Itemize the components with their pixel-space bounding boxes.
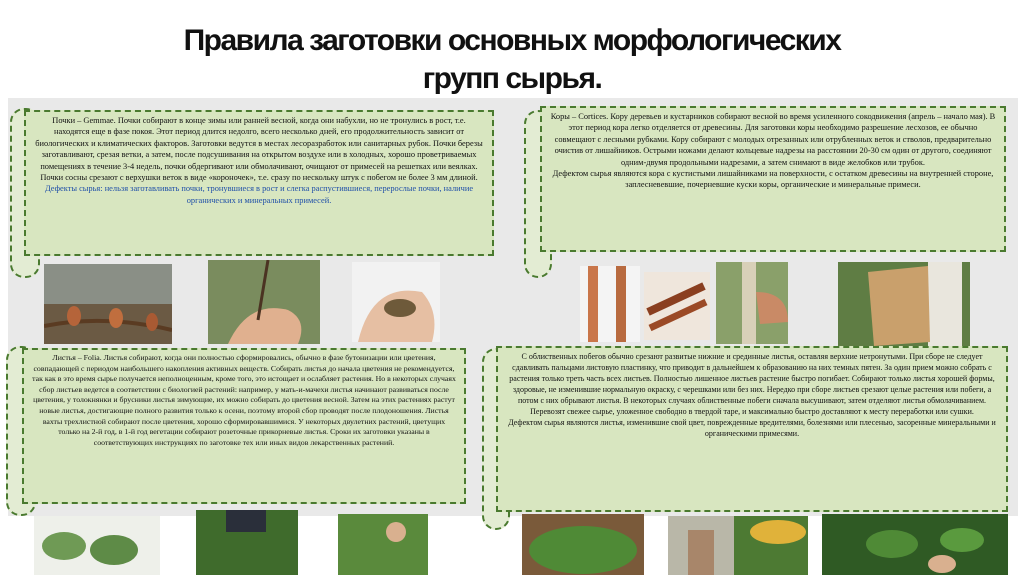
bucket-leaves-photo xyxy=(734,516,808,575)
leaves-photo xyxy=(34,516,160,575)
bark-strips-photo xyxy=(580,266,640,342)
leaves-scroll xyxy=(22,348,466,504)
title-line-2: групп сырья. xyxy=(422,62,602,95)
bark-scroll xyxy=(540,106,1006,252)
hand-leaf-photo xyxy=(822,514,1008,575)
leaves-text: Листья – Folia. Листья собирают, когда они полностью сформировались, обычно в фазе бутонизации или цветения, совпадающей с периодом наибольшего накопления активных веществ. Собирать листья до начала цветения не рекомендуется, так как в это время сырье получается неполноценным, кроме того, это истощает и ослабляет растения. Но в некоторых случаях сбор листьев ведется в соответствии с биологией растений: например, у мать-и-мачехи листья начинают развиваться после цветения, у толокнянки и брусники листья зимующие, их можно собирать до цветения весной. Затем на этих растениях растут новые листья, достигающие полного развития только к осени, поэтому второй сбор проводят после плодоношения. Листья вахты трехлистной собирают после цветения, хорошо сформировавшимися. У некоторых двулетних растений, цветущих только на 2-й год, в 1-й год вегетации собирают розеточные прикорневые листья. Сроки их заготовки указаны в соответствующих инструкциях по заготовке тех или иных видов лекарственных растений. xyxy=(32,353,456,447)
birch-bark-photo xyxy=(838,262,970,346)
picking-leaves-photo xyxy=(196,510,298,575)
harvest-photo xyxy=(338,514,428,575)
hand-bud-photo xyxy=(208,260,320,344)
bark-defects: Дефектом сырья являются кора с кустистыми лишайниками на поверхности, с остатком древесины на внутренней стороне, заплесневевшие, почерневшие куски коры, органические и минеральные примеси. xyxy=(552,169,994,190)
leafy-shoots-text: С облиственных побегов обычно срезают развитые нижние и срединные листья, оставляя верхние нетронутыми. При сборе не следует сдавливать пальцами листовую пластинку, что приводит в дальнейшем к образованию на них темных пятен. За один прием можно собрать с растения только треть часть всех листьев. Полностью лишенное листьев растение быстро погибает. Собирают только листья хорошей формы, здоровые, не изменившие нормальную окраску, с черешками или без них. Нередко при сборе листьев срезают целые растения или побеги, а потом с них обрывают листья. В некоторых случаях облиственные побеги сначала высушивают, затем отделяют листья обмолачиванием. Перевозят свежее сырье, уложенное свободно в твердой таре, и максимально быстро доставляют к месту переработки или сушки. xyxy=(509,352,995,416)
buds-defects: Дефекты сырья: нельзя заготавливать почки, тронувшиеся в рост и слегка распустившиеся, перерослые почки, наличие органических и минеральных примесей. xyxy=(44,184,474,205)
buds-scroll xyxy=(24,110,494,256)
bark-knife-photo xyxy=(716,262,788,344)
leafy-shoots-scroll xyxy=(496,346,1008,512)
leafy-shoots-defects: Дефектом сырья являются листья, изменившие свой цвет, поврежденные вредителями, болезнями или плесенью, засоренные минеральными и органическими примесями. xyxy=(508,418,996,438)
bark-tubes-photo xyxy=(644,272,710,340)
page-title xyxy=(0,22,1024,98)
title-line-1: Правила заготовки основных морфологических xyxy=(183,24,841,57)
bark-text: Коры – Cortices. Кору деревьев и кустарников собирают весной во время усиленного сокодвижения (апрель – начало мая). В этот период кора легко отделяется от древесины. Для заготовки коры необходимо разрешение лесхозов, ее обычно совмещают с лесными рубками. Кору собирают с молодых отрезанных или отрубленных веток и стволов, предварительно очистив от лишайников. Острыми ножами делают кольцевые надрезы на расстоянии 20-30 см один от другого, соединяют одним-двумя продольными надрезами, а затем снимают в виде желобков или трубок. xyxy=(550,112,996,167)
birch-buds-photo xyxy=(44,264,172,344)
buds-text: Почки – Gemmae. Почки собирают в конце зимы или ранней весной, когда они набухли, но не тронулись в рост, т.е. находятся еще в фазе покоя. Этот период длится недолго, всего несколько дней, его продолжительность зависит от биологических и климатических факторов. Заготовки ведутся в местах лесоразработок или санитарных рубок. Почки березы заготавливают, срезая ветки, а затем, после подсушивания на открытом воздухе или в холодных, хорошо проветриваемых помещениях в течение 3-4 недель, почки обдергивают или обмолачивают, очищают от примесей на решетках или веялках. Почки сосны срезают с верхушки веток в виде «короночек», т.е. сразу по нескольку штук с побегом не более 3 мм длиной. xyxy=(35,116,483,183)
worker-photo xyxy=(668,516,736,575)
seeds-hand-photo xyxy=(352,262,440,342)
basket-leaves-photo xyxy=(522,514,644,575)
